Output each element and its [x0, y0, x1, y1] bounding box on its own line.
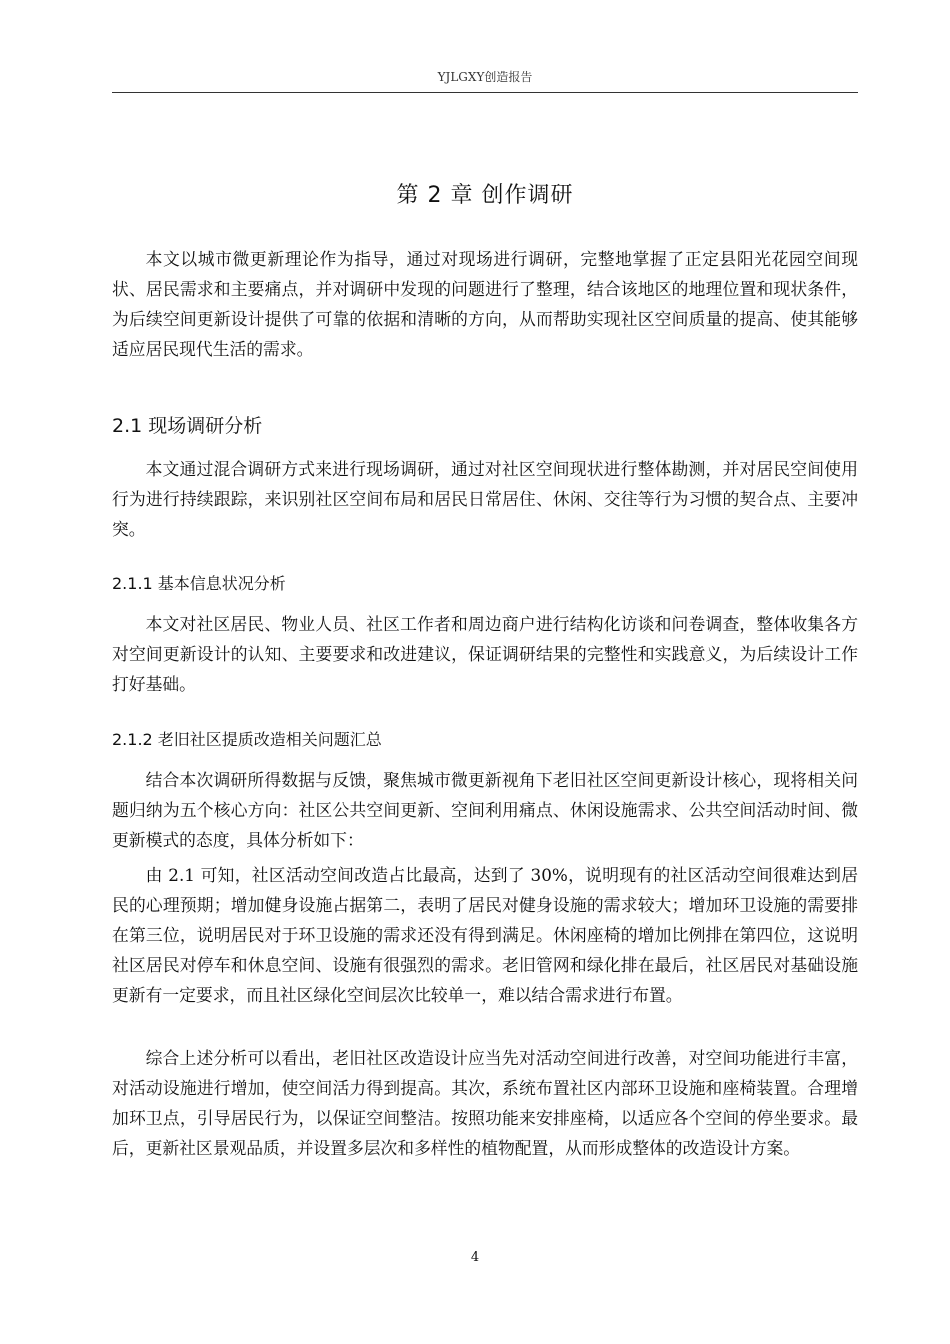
chapter-intro-paragraph: 本文以城市微更新理论作为指导，通过对现场进行调研，完整地掌握了正定县阳光花园空间现状、居民需求和主要痛点，并对调研中发现的问题进行了整理，结合该地区的地理位置和现状条件，为后续空间更新设计提供了可靠的依据和清晰的方向，从而帮助实现社区空间质量的提高、使其能够适应居民现代生活的需求。	[112, 249, 858, 359]
section-heading-2-1-1: 2.1.1 基本信息状况分析	[112, 574, 286, 593]
section-2-1-2-paragraph-1: 结合本次调研所得数据与反馈，聚焦城市微更新视角下老旧社区空间更新设计核心，现将相关问题归纳为五个核心方向：社区公共空间更新、空间利用痛点、休闲设施需求、公共空间活动时间、微更新模式的态度，具体分析如下：	[112, 770, 858, 850]
section-2-1-1-paragraph: 本文对社区居民、物业人员、社区工作者和周边商户进行结构化访谈和问卷调查，整体收集各方对空间更新设计的认知、主要要求和改进建议，保证调研结果的完整性和实践意义，为后续设计工作打好基础。	[112, 614, 858, 694]
section-heading-2-1-2: 2.1.2 老旧社区提质改造相关问题汇总	[112, 730, 382, 749]
section-2-1-2-paragraph-2: 由 2.1 可知，社区活动空间改造占比最高，达到了 30%，说明现有的社区活动空间很难达到居民的心理预期；增加健身设施占据第二，表明了居民对健身设施的需求较大；增加环卫设施的需要排在第三位，说明居民对于环卫设施的需求还没有得到满足。休闲座椅的增加比例排在第四位，这说明社区居民对停车和休息空间、设施有很强烈的需求。老旧管网和绿化排在最后，社区居民对基础设施更新有一定要求，而且社区绿化空间层次比较单一，难以结合需求进行布置。	[112, 865, 858, 1005]
section-2-1-2-paragraph-3: 综合上述分析可以看出，老旧社区改造设计应当先对活动空间进行改善，对空间功能进行丰富，对活动设施进行增加，使空间活力得到提高。其次，系统布置社区内部环卫设施和座椅装置。合理增加环卫点，引导居民行为，以保证空间整洁。按照功能来安排座椅，以适应各个空间的停坐要求。最后，更新社区景观品质，并设置多层次和多样性的植物配置，从而形成整体的改造设计方案。	[112, 1048, 858, 1158]
chapter-title: 第 2 章 创作调研	[396, 183, 574, 208]
section-heading-2-1: 2.1 现场调研分析	[112, 415, 263, 437]
section-2-1-paragraph: 本文通过混合调研方式来进行现场调研，通过对社区空间现状进行整体勘测，并对居民空间使用行为进行持续跟踪，来识别社区空间布局和居民日常居住、休闲、交往等行为习惯的契合点、主要冲突。	[112, 459, 858, 539]
header-title: YJLGXY创造报告	[437, 70, 533, 84]
page-header	[112, 64, 858, 93]
page-number: 4	[470, 1250, 480, 1265]
